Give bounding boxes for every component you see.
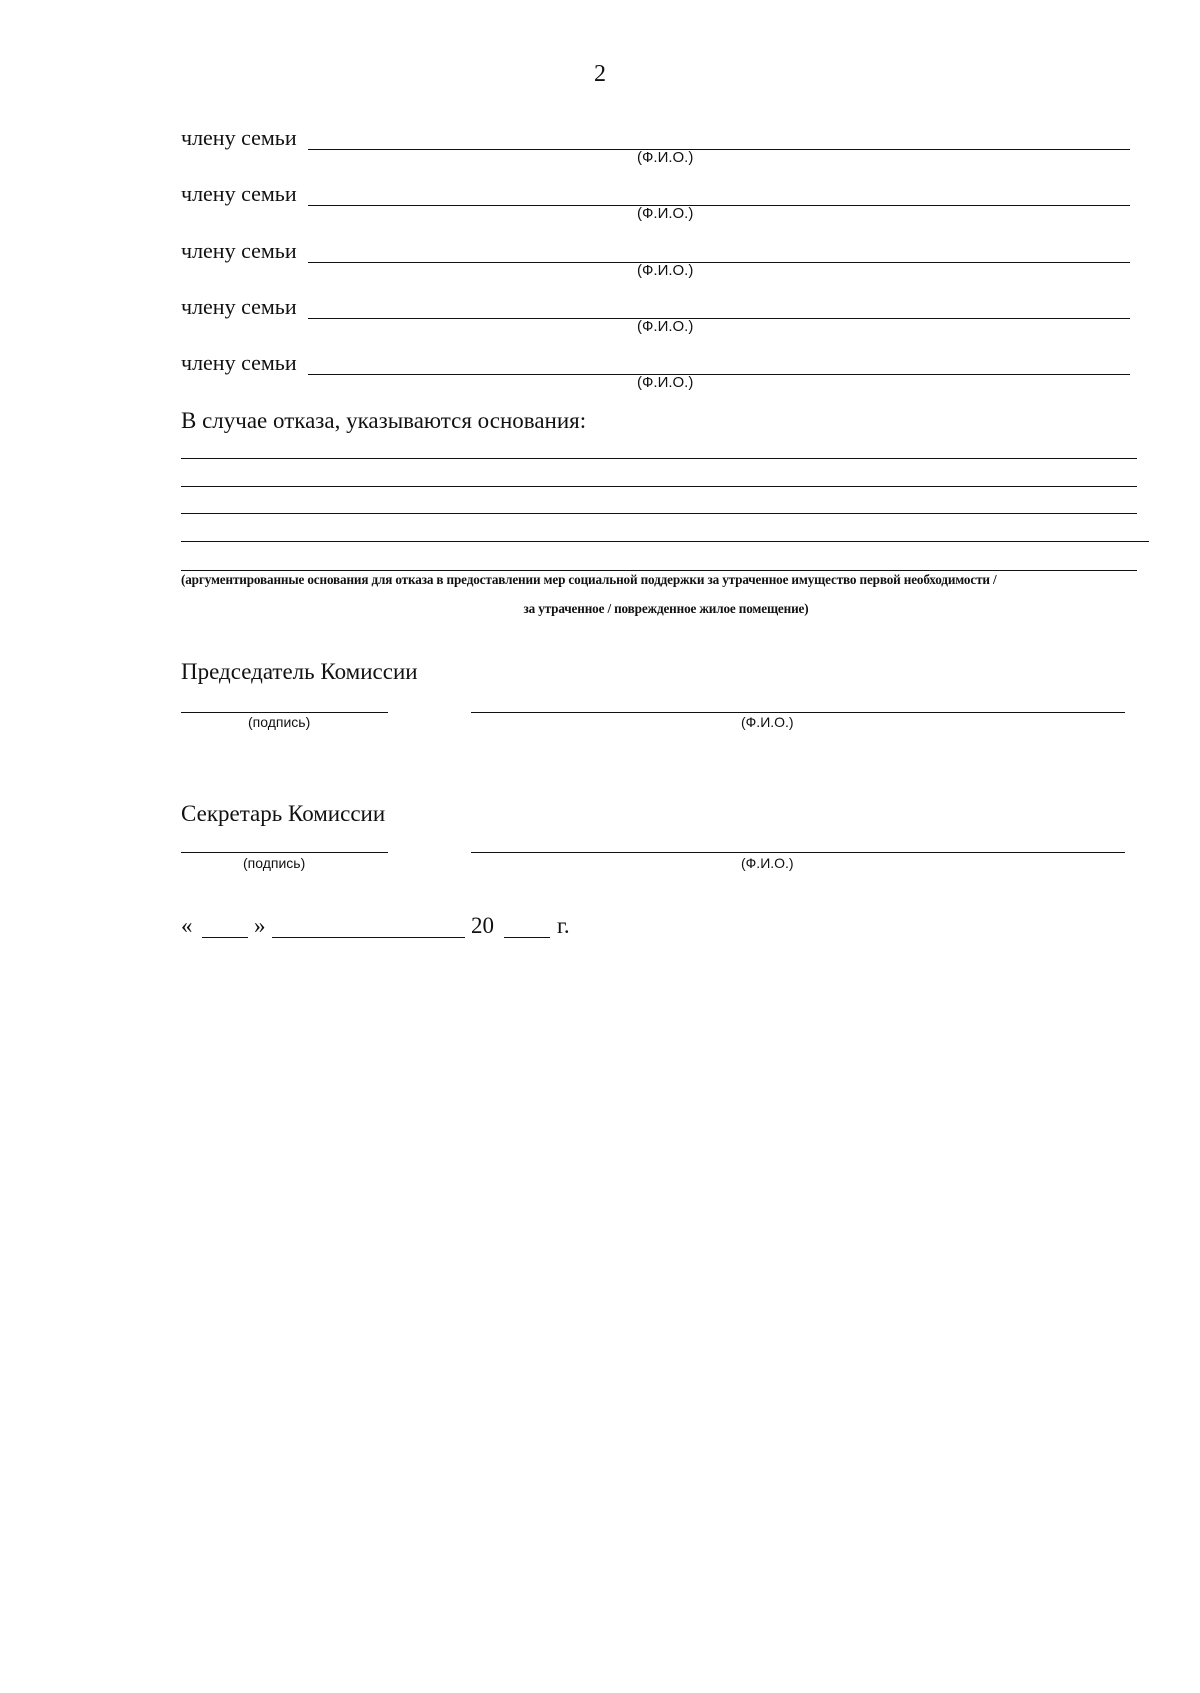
family-member-name-hint: (Ф.И.О.) — [637, 318, 694, 335]
chairman-name-field[interactable] — [471, 712, 1125, 713]
secretary-signature-hint: (подпись) — [243, 855, 306, 871]
date-century: 20 — [471, 913, 494, 938]
refusal-reason-line[interactable] — [181, 458, 1137, 459]
chairman-signature-hint: (подпись) — [248, 714, 311, 730]
family-member-label: члену семьи — [181, 350, 297, 375]
refusal-reason-line[interactable] — [181, 486, 1137, 487]
family-member-name-hint: (Ф.И.О.) — [637, 205, 694, 222]
family-member-name-field[interactable] — [308, 205, 1130, 206]
date-close-quote: » — [254, 913, 266, 938]
refusal-caption: (аргументированные основания для отказа в предоставлении мер социальной поддержки за утраченное имущество первой необходимости / — [181, 572, 997, 587]
date-day-field[interactable] — [202, 937, 248, 938]
refusal-heading: В случае отказа, указываются основания: — [181, 408, 587, 433]
refusal-caption: за утраченное / поврежденное жилое помещение) — [523, 601, 809, 616]
date-year-field[interactable] — [504, 937, 550, 938]
secretary-signature-field[interactable] — [181, 852, 388, 853]
family-member-label: члену семьи — [181, 294, 297, 319]
date-month-field[interactable] — [272, 937, 465, 938]
chairman-signature-field[interactable] — [181, 712, 388, 713]
family-member-name-hint: (Ф.И.О.) — [637, 149, 694, 166]
family-member-name-field[interactable] — [308, 374, 1130, 375]
date-open-quote: « — [181, 913, 193, 938]
chairman-name-hint: (Ф.И.О.) — [741, 714, 794, 730]
secretary-name-field[interactable] — [471, 852, 1125, 853]
secretary-name-hint: (Ф.И.О.) — [741, 855, 794, 871]
family-member-name-field[interactable] — [308, 262, 1130, 263]
family-member-label: члену семьи — [181, 181, 297, 206]
family-member-name-field[interactable] — [308, 149, 1130, 150]
family-member-label: члену семьи — [181, 125, 297, 150]
family-member-label: члену семьи — [181, 238, 297, 263]
refusal-reason-line[interactable] — [181, 513, 1137, 514]
refusal-reason-line[interactable] — [181, 541, 1149, 542]
family-member-name-hint: (Ф.И.О.) — [637, 374, 694, 391]
chairman-title: Председатель Комиссии — [181, 659, 418, 684]
family-member-name-hint: (Ф.И.О.) — [637, 262, 694, 279]
date-year-suffix: г. — [557, 913, 570, 938]
secretary-title: Секретарь Комиссии — [181, 801, 386, 826]
family-member-name-field[interactable] — [308, 318, 1130, 319]
page-number: 2 — [594, 61, 606, 87]
refusal-reason-line[interactable] — [181, 570, 1137, 571]
